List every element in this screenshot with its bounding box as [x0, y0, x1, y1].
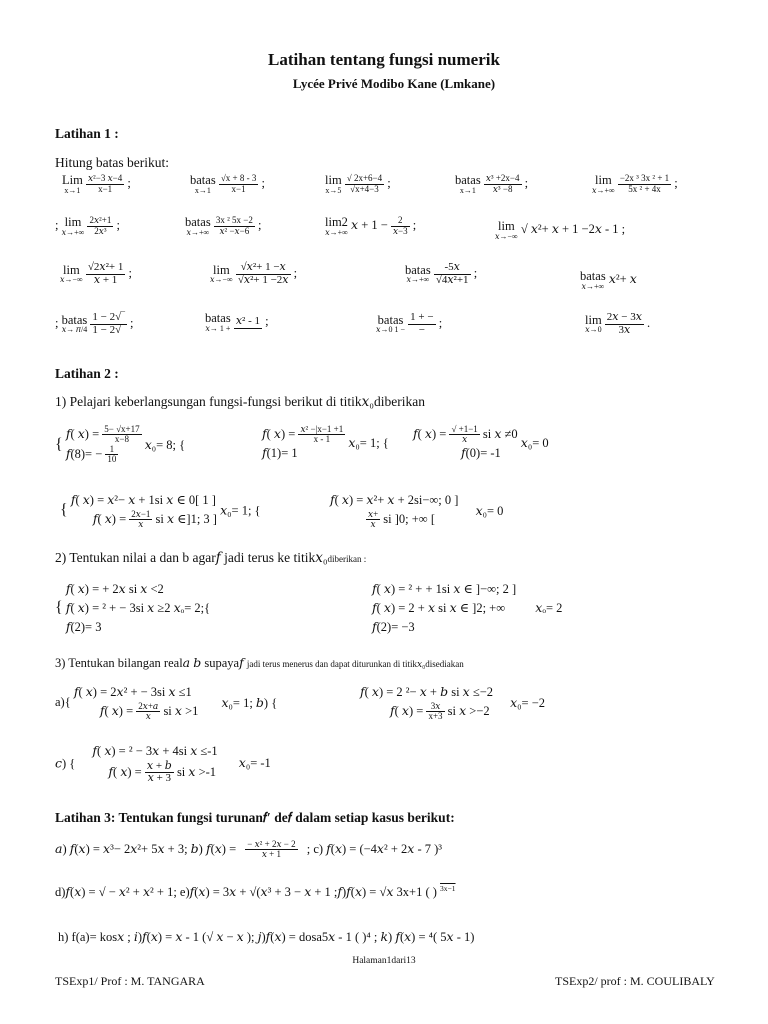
- footer-left-teacher: TSExp1/ Prof : M. TANGARA: [55, 974, 205, 988]
- limit-4a: ; batas 𝑥→ 𝜋/4 $\frac{1 - 2√‾}{1 - 2√‾}$ ;: [55, 311, 134, 336]
- limit-1c: lim x→5 $\frac{√ 2x+6-4}{√x+4-3}$ ;: [325, 173, 391, 195]
- derivative-line-3: h) f(a)= kos𝑥 ; 𝑖)𝑓(𝑥) = 𝑥 - 1 (√ 𝑥 − 𝑥 ); 𝑗)𝑓(𝑥) = dosa5𝑥 - 1 ( )⁴ ; 𝑘) 𝑓(𝑥) = ⁴( 5𝑥 - 1): [58, 930, 475, 944]
- page-number: Halaman1dari13: [352, 956, 416, 966]
- limit-3c: batas 𝑥→+∞ $\frac{\text{-5𝑥}}{\text{√4𝑥²+1}}$ ;: [405, 261, 478, 286]
- limit-1b: batas x→1 $\frac{√x + 8 - 3}{x-1}$ ;: [190, 173, 265, 195]
- exercise-2-question-3: 3) Tentukan bilangan real𝑎 𝑏 supaya𝑓 jadi terus menerus dan dapat diturunkan di titik𝑥₀disediakan: [55, 656, 464, 670]
- derivative-line-2: d)𝑓(𝑥) = √ − 𝑥² + 𝑥² + 1; e)𝑓(𝑥) = 3𝑥 + √(𝑥³ + 3 − 𝑥 + 1 ;𝑓)𝑓(𝑥) = √𝑥 3x+1 ( ) $^{3x-1}$: [55, 884, 456, 900]
- limit-1e: lim 𝑥→+∞ $\frac{\text{−2x ³ 3x ² + 1}}{\text{5x ² + 4x}}$ ;: [592, 173, 678, 195]
- limit-3b: lim 𝑥→−∞ $\frac{\text{√𝑥²+ 1 −𝑥}}{\text{√𝑥²+ 1 −2𝑥}}$ ;: [210, 261, 298, 286]
- limit-1a: Lim x→1 $\frac{\text{𝑥²−3 𝑥−4}}{x-1}$ ;: [62, 173, 131, 195]
- page-title: Latihan tentang fungsi numerik: [268, 50, 500, 69]
- limit-4c: batas 𝑥→0 1 − $\frac{1 + -}{-}$ ;: [376, 311, 443, 336]
- limit-1d: batas x→1 $\frac{\text{𝑥³ +2x−4}}{\text{𝑥³ −8}}$ ;: [455, 173, 529, 195]
- exercise-1-instruction: Hitung batas berikut:: [55, 155, 169, 170]
- piecewise-h2: 𝑓( 𝑥) = 2 ²− 𝑥 + 𝑏 si 𝑥 ≤−2 𝑓( 𝑥) = $\frac{\text{3𝑥}}{x+3}$ si 𝑥 >−2 𝑥₀= −2: [360, 685, 546, 721]
- footer-right-teacher: TSExp2/ prof : M. COULIBALY: [555, 974, 715, 988]
- piecewise-g1: { 𝑓( 𝑥) = + 2𝑥 si 𝑥 <2 𝑓( 𝑥) = ² + − 3si 𝑥 ≥2 𝑓(2)= 3 𝑥ₒ= 2;{: [55, 582, 211, 634]
- exercise-2-question-1: 1) Pelajari keberlangsungan fungsi-fungsi berikut di titik𝑥₀diberikan: [55, 394, 425, 409]
- exercise-2-question-2: 2) Tentukan nilai a dan b agar𝑓 jadi terus ke titik𝑥₀diberikan :: [55, 550, 367, 565]
- limit-4b: batas 𝑥→ 1 + 𝑥² - 1 ;: [205, 311, 269, 333]
- piecewise-f1: { 𝑓( 𝑥) = $\frac{5- √x+17}{x-8}$ 𝑓(8)= − $\frac{1}{10}$ 𝑥₀= 8; {: [55, 424, 186, 465]
- piecewise-f3: 𝑓( 𝑥) = $\frac{√ +1-1}{\text{𝑥}}$ si 𝑥 ≠0 𝑓(0)= -1 𝑥₀= 0: [413, 424, 549, 460]
- piecewise-f2: 𝑓( 𝑥) = $\frac{\text{𝑥² −|x−1 +1}}{x - 1}$ 𝑓(1)= 1 𝑥₀= 1; {: [262, 424, 389, 460]
- exercise-2-heading: Latihan 2 :: [55, 366, 119, 381]
- limit-3d: batas 𝑥→+∞ 𝑥²+ 𝑥: [580, 269, 637, 291]
- exercise-3-heading: Latihan 3: Tentukan fungsi turunan𝑓′ de𝑓 dalam setiap kasus berikut:: [55, 810, 455, 825]
- limit-2a: ; lim 𝑥→+∞ $\frac{\text{2𝑥²+1}}{\text{2𝑥³}}$ ;: [55, 215, 120, 237]
- piecewise-f5: 𝑓( 𝑥) = 𝑥²+ 𝑥 + 2si−∞; 0 ] $\frac{\text{𝑥+}}{\text{𝑥}}$ si ]0; +∞ [ 𝑥₀= 0: [330, 493, 504, 529]
- piecewise-f4: { 𝑓( 𝑥) = 𝑥²− 𝑥 + 1si 𝑥 ∈ 0[ 1 ] 𝑓( 𝑥) = $\frac{\text{2𝑥−1}}{\text{𝑥}}$ si 𝑥 ∈]1; 3 ] 𝑥₀= 1; {: [60, 493, 261, 529]
- piecewise-h1: a){ 𝑓( 𝑥) = 2𝑥² + − 3si 𝑥 ≤1 𝑓( 𝑥) = $\frac{\text{2𝑥+𝑎}}{\text{𝑥}}$ si 𝑥 >1 𝑥₀= 1; 𝑏) {: [55, 685, 278, 721]
- limit-2c: lim2 𝑥→+∞ 𝑥 + 1 − $\frac{2}{\text{𝑥−3}}$ ;: [325, 215, 417, 237]
- exercise-1-heading: Latihan 1 :: [55, 126, 119, 141]
- limit-2b: batas 𝑥→+∞ $\frac{\text{3x ² 5x −2}}{\text{𝑥² −𝑥−6}}$ ;: [185, 215, 262, 237]
- page-subtitle: Lycée Privé Modibo Kane (Lmkane): [292, 76, 496, 91]
- limit-3a: lim 𝑥→−∞ $\frac{\text{√2𝑥²+ 1}}{\text{𝑥 + 1}}$ ;: [60, 261, 132, 286]
- limit-2d: lim 𝑥→−∞ √ 𝑥²+ 𝑥 + 1 −2𝑥 - 1 ;: [495, 219, 626, 241]
- derivative-line-1: 𝑎) 𝑓(𝑥) = 𝑥³− 2𝑥²+ 5𝑥 + 3; 𝑏) 𝑓(𝑥) = $\frac{\text{− 𝑥² + 2𝑥 − 2}}{\text{𝑥 + 1}}$ ; c) 𝑓(𝑥) = (−4𝑥² + 2𝑥 - 7 )³: [55, 839, 443, 860]
- piecewise-h3: 𝑐) { 𝑓( 𝑥) = ² − 3𝑥 + 4si 𝑥 ≤-1 𝑓( 𝑥) = $\frac{\text{𝑥 + 𝑏}}{\text{𝑥 + 3}}$ si 𝑥 >-1 𝑥₀= -1: [55, 744, 271, 785]
- limit-4d: lim 𝑥→0 $\frac{\text{2𝑥 − 3𝑥}}{\text{3𝑥}}$ .: [585, 311, 651, 336]
- piecewise-g2: 𝑓( 𝑥) = ² + + 1si 𝑥 ∈ ]−∞; 2 ] 𝑓( 𝑥) = 2 + 𝑥 si 𝑥 ∈ ]2; +∞ 𝑓(2)= −3 𝑥ₒ= 2: [372, 582, 563, 634]
